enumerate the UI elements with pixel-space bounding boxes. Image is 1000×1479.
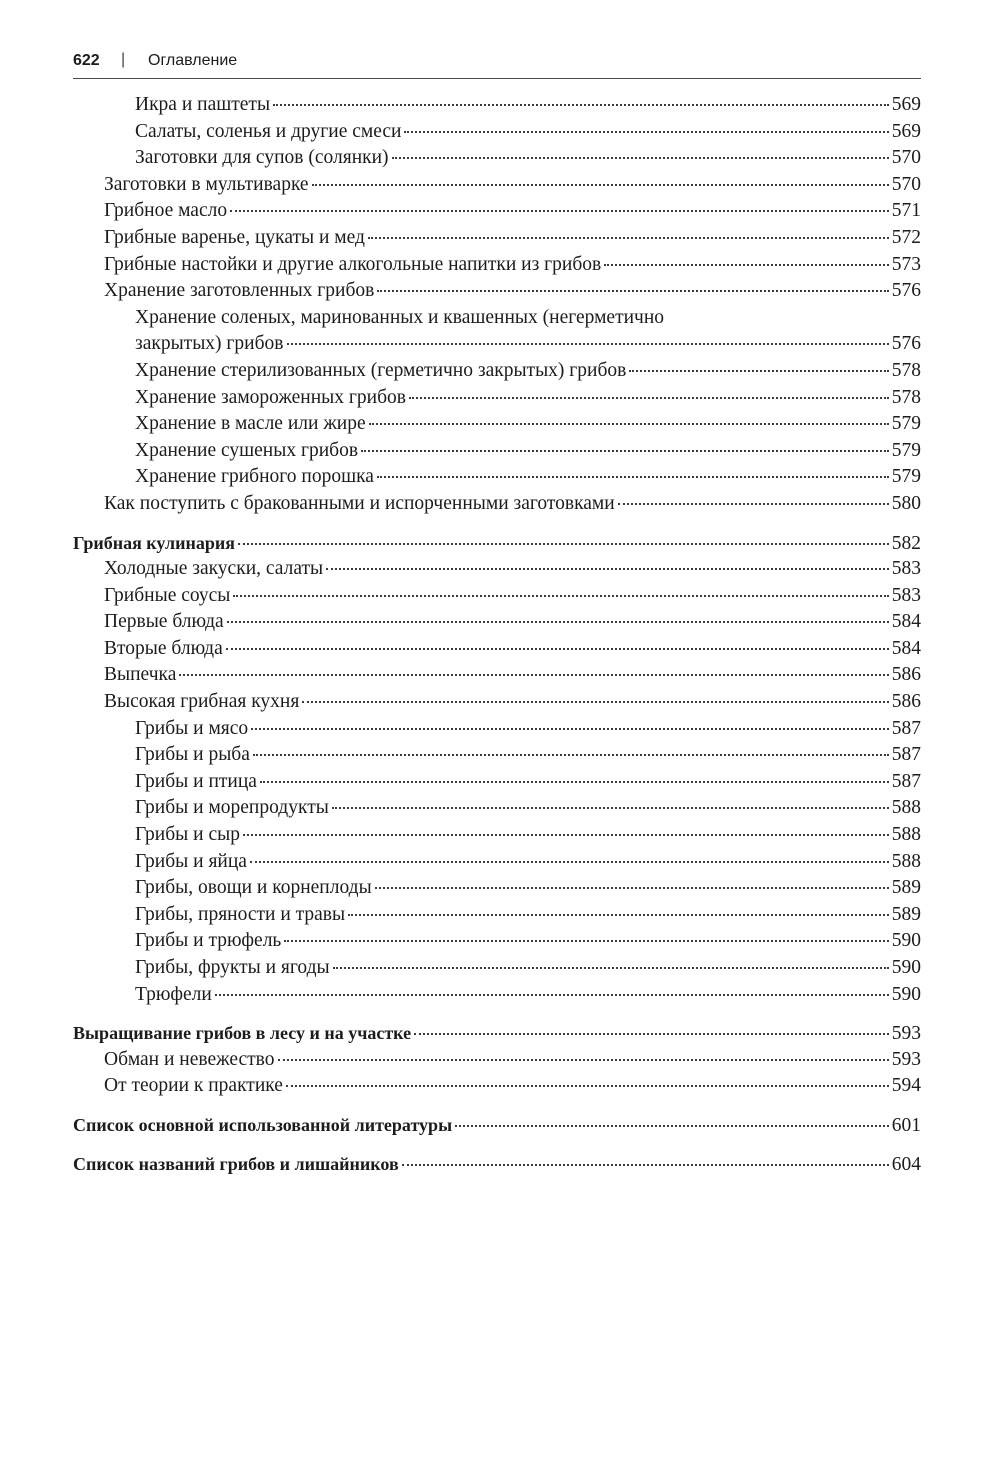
dot-leader (361, 449, 889, 452)
toc-entry-page: 590 (891, 983, 921, 1005)
toc-entry[interactable] (73, 1047, 921, 1074)
dot-leader (629, 369, 888, 372)
toc-entry-title: Обман и невежество (104, 1048, 275, 1070)
toc-entry[interactable] (73, 278, 921, 305)
header-separator: | (121, 51, 126, 68)
toc-entry[interactable] (73, 742, 921, 769)
dot-leader (333, 966, 889, 969)
toc-entry-title: Хранение грибного порошка (135, 466, 374, 488)
toc-entry[interactable] (73, 849, 921, 876)
dot-leader (286, 1084, 889, 1087)
dot-leader (332, 806, 889, 809)
dot-leader (179, 673, 888, 676)
toc-entry-page: 593 (891, 1048, 921, 1070)
toc-entry-title: Грибы и трюфель (135, 930, 282, 952)
toc-entry-title: Грибы и яйца (135, 850, 247, 872)
toc-entry-title: Заготовки в мультиварке (104, 173, 309, 195)
toc-entry-page: 589 (891, 877, 921, 899)
toc-entry-title: Холодные закуски, салаты (104, 558, 324, 580)
dot-leader (215, 993, 889, 996)
dot-leader (618, 502, 889, 505)
toc-entry[interactable] (73, 358, 921, 385)
toc-entry-title: Выпечка (104, 664, 177, 686)
toc-entry-title: Хранение заготовленных грибов (104, 280, 375, 302)
toc-entry-title: Грибное масло (104, 200, 228, 222)
toc-entry-page: 570 (891, 147, 921, 169)
toc-entry-title: Грибы и сыр (135, 824, 240, 846)
dot-leader (233, 594, 888, 597)
toc-entry-page: 588 (891, 797, 921, 819)
toc-entry[interactable] (73, 119, 921, 146)
toc-entry-page: 587 (891, 744, 921, 766)
toc-entry-page: 569 (891, 94, 921, 115)
toc-entry[interactable] (73, 875, 921, 902)
toc-entry[interactable] (73, 438, 921, 465)
toc-entry-title: Салаты, соленья и другие смеси (135, 120, 402, 142)
toc-entry[interactable] (73, 556, 921, 583)
toc-entry[interactable] (73, 411, 921, 438)
toc-entry[interactable] (73, 1073, 921, 1100)
dot-leader (368, 236, 889, 239)
toc-entry-title: Первые блюда (104, 611, 224, 633)
toc-entry-page: 587 (891, 717, 921, 739)
toc-entry-title: Как поступить с бракованными и испорченными заготовками (104, 492, 615, 514)
toc-entry-page: 573 (891, 253, 921, 275)
dot-leader (238, 542, 889, 545)
toc-entry-title: Хранение соленых, маринованных и квашенных (негерметично (135, 306, 665, 328)
toc-entry[interactable] (73, 145, 921, 172)
toc-entry[interactable] (73, 902, 921, 929)
dot-leader (230, 209, 889, 212)
toc-entry-title: закрытых) грибов (135, 333, 284, 355)
dot-leader (253, 753, 889, 756)
dot-leader (604, 263, 889, 266)
toc-entry-title: Хранение замороженных грибов (135, 386, 406, 408)
toc-entry[interactable] (73, 92, 921, 119)
dot-leader (392, 156, 889, 159)
dot-leader (414, 1032, 889, 1035)
toc-entry-page: 590 (891, 930, 921, 952)
toc-entry-page: 588 (891, 850, 921, 872)
dot-leader (278, 1058, 889, 1061)
toc-entry-page: 576 (891, 280, 921, 302)
dot-leader (375, 886, 889, 889)
toc-entry-page: 580 (891, 492, 921, 514)
toc-entry[interactable] (73, 331, 921, 358)
toc-entry[interactable] (73, 464, 921, 491)
toc-entry-title: Грибные соусы (104, 584, 231, 606)
toc-entry-page: 583 (891, 584, 921, 606)
toc-entry-page: 586 (891, 691, 921, 713)
toc-entry-page: 589 (891, 903, 921, 925)
toc-entry-page: 578 (891, 359, 921, 381)
dot-leader (287, 342, 889, 345)
toc-entry[interactable] (73, 662, 921, 689)
toc-chapter-title: Список основной использованной литературы (73, 1114, 453, 1135)
page-header (73, 50, 921, 79)
toc-entry-title: Высокая грибная кухня (104, 691, 300, 713)
toc-chapter-title: Грибная кулинария (73, 532, 235, 553)
toc-entry-page: 572 (891, 226, 921, 248)
dot-leader (260, 780, 889, 783)
toc-entry-page: 576 (891, 333, 921, 355)
toc-entry-page: 583 (891, 558, 921, 580)
toc-entry[interactable] (73, 928, 921, 955)
toc-entry-page: 579 (891, 413, 921, 435)
toc-entry-title: Грибы, фрукты и ягоды (135, 957, 330, 978)
page-number: 622 (73, 52, 100, 69)
toc-entry[interactable] (73, 225, 921, 252)
toc-entry-page: 582 (891, 532, 921, 554)
toc-entry[interactable] (73, 769, 921, 796)
toc-entry-title: Хранение сушеных грибов (135, 439, 359, 461)
toc-entry[interactable] (73, 491, 921, 518)
dot-leader (250, 860, 889, 863)
toc-entry-page: 579 (891, 466, 921, 488)
toc-entry-page: 570 (891, 173, 921, 195)
toc-entry-title: Хранение стерилизованных (герметично закрытых) грибов (135, 359, 627, 381)
dot-leader (302, 700, 888, 703)
toc-entry[interactable] (73, 716, 921, 743)
toc-entry[interactable] (73, 172, 921, 199)
dot-leader (227, 620, 889, 623)
dot-leader (284, 939, 888, 942)
dot-leader (251, 727, 889, 730)
toc-entry[interactable] (73, 385, 921, 412)
toc-entry-title: Грибные настойки и другие алкогольные напитки из грибов (104, 253, 602, 275)
toc-entry[interactable] (73, 822, 921, 849)
toc-entry-page: 590 (891, 957, 921, 978)
toc-entry-title: Икра и паштеты (135, 94, 271, 115)
toc-entry-title: Вторые блюда (104, 637, 223, 659)
dot-leader (326, 567, 889, 570)
dot-leader (226, 647, 889, 650)
dot-leader (243, 833, 889, 836)
toc-entry-title: Заготовки для супов (солянки) (135, 147, 389, 169)
toc-entry[interactable] (73, 252, 921, 279)
toc-entry-title: Грибы, овощи и корнеплоды (135, 877, 372, 899)
dot-leader (402, 1163, 889, 1166)
toc-entry[interactable] (73, 636, 921, 663)
toc-entry-title: Грибы и птица (135, 770, 257, 792)
toc-entry-page: 604 (891, 1153, 921, 1175)
dot-leader (369, 422, 889, 425)
toc-entry-page: 578 (891, 386, 921, 408)
toc-chapter[interactable] (73, 1020, 921, 1047)
toc-entry-line[interactable] (73, 305, 921, 332)
toc-entry[interactable] (73, 795, 921, 822)
toc-chapter-title: Список названий грибов и лишайников (73, 1153, 399, 1174)
dot-leader (409, 396, 889, 399)
toc-entry-page: 584 (891, 637, 921, 659)
toc-entry[interactable] (73, 583, 921, 610)
dot-leader (455, 1124, 889, 1127)
toc-entry-title: Грибы и рыба (135, 744, 250, 766)
toc-entry-page: 593 (891, 1023, 921, 1045)
toc-chapter-title: Выращивание грибов в лесу и на участке (73, 1023, 412, 1044)
toc-entry-title: От теории к практике (104, 1075, 283, 1097)
table-of-contents (73, 92, 921, 1177)
toc-entry-page: 584 (891, 611, 921, 633)
toc-entry-title: Трюфели (135, 983, 212, 1005)
toc-entry-page: 586 (891, 664, 921, 686)
dot-leader (312, 183, 889, 186)
toc-entry-page: 587 (891, 770, 921, 792)
toc-entry[interactable] (73, 955, 921, 982)
toc-entry-title: Грибные варенье, цукаты и мед (104, 226, 365, 248)
toc-entry-page: 569 (891, 120, 921, 142)
toc-entry-title: Грибы, пряности и травы (135, 903, 346, 925)
toc-entry-title: Грибы и морепродукты (135, 797, 329, 819)
dot-leader (377, 475, 889, 478)
toc-entry-page: 588 (891, 824, 921, 846)
running-title: Оглавление (148, 52, 238, 69)
toc-entry-title: Хранение в масле или жире (135, 413, 366, 435)
dot-leader (273, 103, 889, 106)
toc-entry-title: Грибы и мясо (135, 717, 249, 739)
toc-chapter[interactable] (73, 1112, 921, 1139)
dot-leader (377, 289, 888, 292)
toc-entry[interactable] (73, 689, 921, 716)
toc-entry-page: 601 (891, 1114, 921, 1136)
toc-entry[interactable] (73, 609, 921, 636)
toc-entry-page: 579 (891, 439, 921, 461)
toc-entry[interactable] (73, 982, 921, 1009)
dot-leader (404, 130, 888, 133)
toc-entry-page: 594 (891, 1075, 921, 1097)
toc-chapter[interactable] (73, 530, 921, 557)
toc-entry[interactable] (73, 198, 921, 225)
dot-leader (348, 913, 889, 916)
toc-entry-page: 571 (891, 200, 921, 222)
toc-chapter[interactable] (73, 1151, 921, 1178)
